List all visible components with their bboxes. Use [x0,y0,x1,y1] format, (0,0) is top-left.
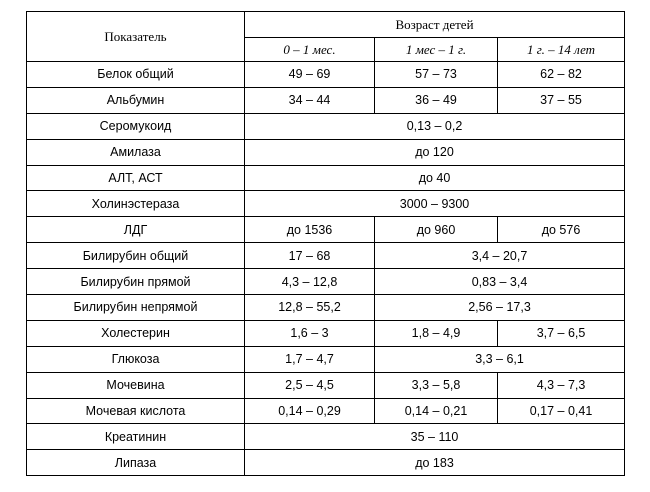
table-row [27,139,625,165]
indicator-name: Билирубин общий [27,243,245,269]
age-column-header: 0 – 1 мес. [245,38,375,62]
value-cell: 36 – 49 [375,87,498,113]
indicator-name: Глюкоза [27,346,245,372]
reference-values-table [26,11,625,476]
indicator-name: Холинэстераза [27,191,245,217]
table-row [27,113,625,139]
age-group-header: Возраст детей [245,12,625,38]
indicator-name: Альбумин [27,87,245,113]
indicator-name: Креатинин [27,424,245,450]
value-cell: 34 – 44 [245,87,375,113]
value-cell: 1,8 – 4,9 [375,320,498,346]
value-cell: до 576 [498,217,625,243]
indicator-name: Серомукоид [27,113,245,139]
value-cell: 3,3 – 6,1 [375,346,625,372]
value-cell: 1,7 – 4,7 [245,346,375,372]
indicator-name: Мочевина [27,372,245,398]
value-cell: 49 – 69 [245,62,375,88]
table-row [27,87,625,113]
value-cell: до 120 [245,139,625,165]
table-row [27,295,625,321]
value-cell: 0,13 – 0,2 [245,113,625,139]
table-row [27,398,625,424]
age-column-header: 1 мес – 1 г. [375,38,498,62]
value-cell: 3,7 – 6,5 [498,320,625,346]
value-cell: 4,3 – 12,8 [245,269,375,295]
value-cell: 0,14 – 0,29 [245,398,375,424]
table-row [27,372,625,398]
value-cell: 57 – 73 [375,62,498,88]
value-cell: 37 – 55 [498,87,625,113]
table-row [27,424,625,450]
indicator-name: Липаза [27,450,245,476]
indicator-name: ЛДГ [27,217,245,243]
indicator-name: Билирубин прямой [27,269,245,295]
value-cell: 3,4 – 20,7 [375,243,625,269]
table-row [27,62,625,88]
indicator-name: АЛТ, АСТ [27,165,245,191]
indicator-name: Холестерин [27,320,245,346]
value-cell: 3000 – 9300 [245,191,625,217]
table-row [27,243,625,269]
value-cell: до 1536 [245,217,375,243]
value-cell: 2,56 – 17,3 [375,295,625,321]
table-row [27,165,625,191]
table-row [27,320,625,346]
value-cell: 0,17 – 0,41 [498,398,625,424]
table-row [27,191,625,217]
value-cell: 17 – 68 [245,243,375,269]
value-cell: 0,83 – 3,4 [375,269,625,295]
table-row [27,217,625,243]
indicator-name: Мочевая кислота [27,398,245,424]
value-cell: 0,14 – 0,21 [375,398,498,424]
table-row [27,269,625,295]
value-cell: 12,8 – 55,2 [245,295,375,321]
value-cell: 3,3 – 5,8 [375,372,498,398]
value-cell: до 183 [245,450,625,476]
value-cell: до 960 [375,217,498,243]
indicator-name: Белок общий [27,62,245,88]
value-cell: 2,5 – 4,5 [245,372,375,398]
age-column-header: 1 г. – 14 лет [498,38,625,62]
indicator-name: Билирубин непрямой [27,295,245,321]
value-cell: 4,3 – 7,3 [498,372,625,398]
value-cell: до 40 [245,165,625,191]
indicator-header: Показатель [27,12,245,62]
table-body [27,62,625,476]
value-cell: 1,6 – 3 [245,320,375,346]
value-cell: 62 – 82 [498,62,625,88]
value-cell: 35 – 110 [245,424,625,450]
table-row [27,450,625,476]
table-row [27,346,625,372]
indicator-name: Амилаза [27,139,245,165]
